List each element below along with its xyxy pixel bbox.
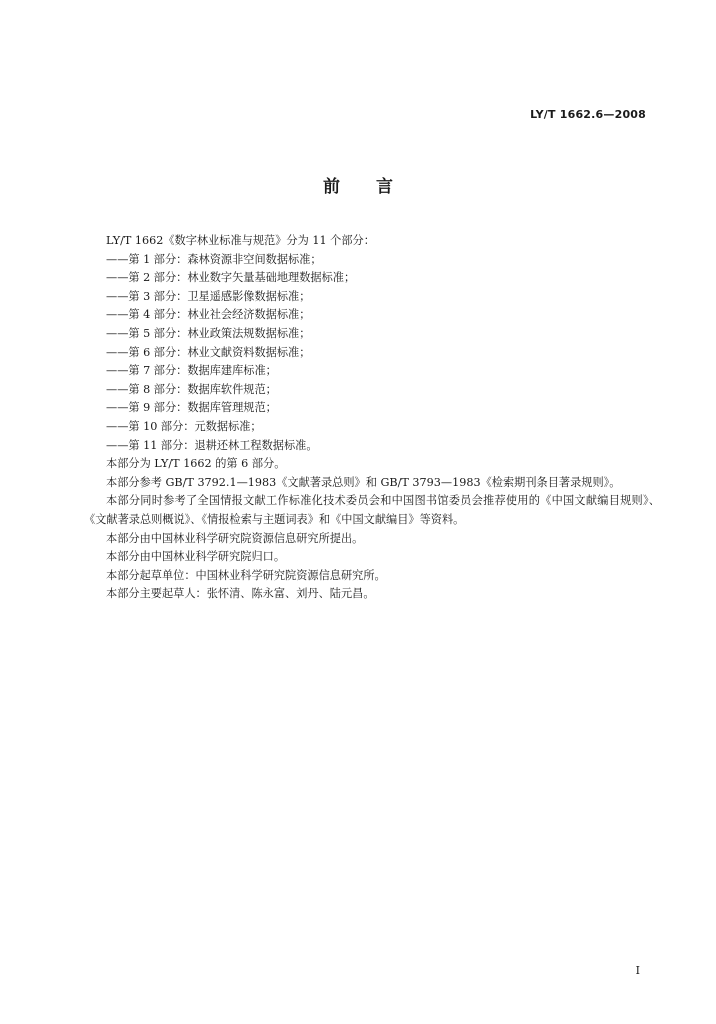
standard-number-header: LY/T 1662.6—2008 xyxy=(530,108,646,121)
body-line: ——第 4 部分：林业社会经济数据标准； xyxy=(106,308,311,322)
body-line: ——第 6 部分：林业文献资料数据标准； xyxy=(106,345,311,359)
body-line: ——第 2 部分：林业数字矢量基础地理数据标准； xyxy=(106,271,356,285)
title-char-2: 言 xyxy=(376,177,393,197)
foreword-body xyxy=(84,232,660,604)
body-line: 本部分由中国林业科学研究院资源信息研究所提出。 xyxy=(106,531,364,545)
body-paragraph: 本部分同时参考了全国情报文献工作标准化技术委员会和中国图书馆委员会推荐使用的《中国文献编目规则》、《文献著录总则概说》、《情报检索与主题词表》和《中国文献编目》等资料。 xyxy=(84,494,660,526)
page-title xyxy=(0,172,716,197)
body-line: ——第 11 部分：退耕还林工程数据标准。 xyxy=(106,438,318,452)
body-line: 本部分起草单位：中国林业科学研究院资源信息研究所。 xyxy=(106,568,386,582)
page-number: I xyxy=(635,964,640,977)
body-line: LY/T 1662《数字林业标准与规范》分为 11 个部分： xyxy=(106,234,375,247)
body-line: 本部分参考 GB/T 3792.1—1983《文献著录总则》和 GB/T 3793—1983《检索期刊条目著录规则》。 xyxy=(106,475,621,489)
body-line: ——第 10 部分：元数据标准； xyxy=(106,419,262,433)
body-line: ——第 5 部分：林业政策法规数据标准； xyxy=(106,326,311,340)
body-line: 本部分为 LY/T 1662 的第 6 部分。 xyxy=(106,457,286,471)
body-line: ——第 8 部分：数据库软件规范； xyxy=(106,382,277,396)
body-line: ——第 9 部分：数据库管理规范； xyxy=(106,401,277,415)
body-line: ——第 1 部分：森林资源非空间数据标准； xyxy=(106,252,322,266)
body-line: ——第 7 部分：数据库建库标准； xyxy=(106,364,277,378)
body-line: 本部分由中国林业科学研究院归口。 xyxy=(106,550,286,564)
body-line: ——第 3 部分：卫星遥感影像数据标准； xyxy=(106,289,311,303)
body-line: 本部分主要起草人：张怀清、陈永富、刘丹、陆元昌。 xyxy=(106,587,375,601)
title-char-1: 前 xyxy=(323,177,340,197)
